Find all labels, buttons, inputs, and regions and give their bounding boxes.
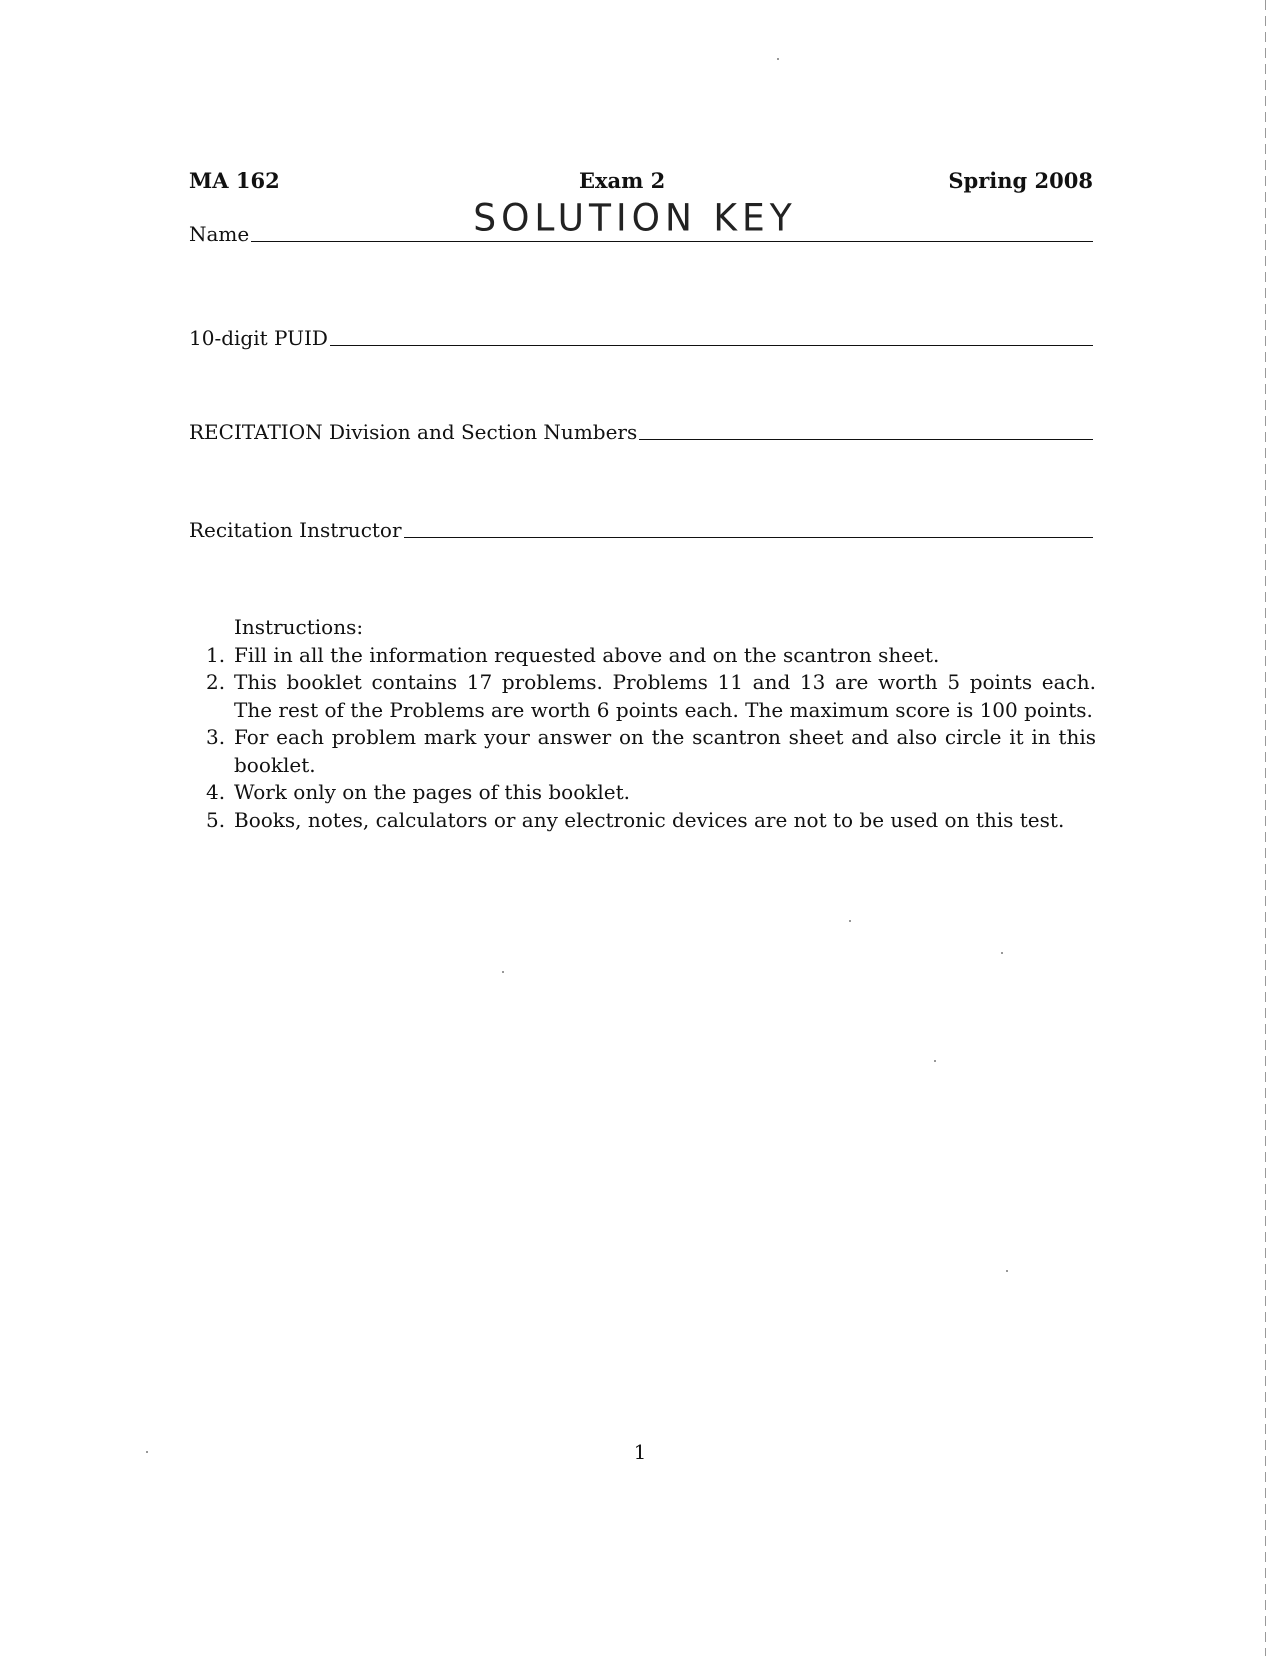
instruction-text: This booklet contains 17 problems. Problems 11 and 13 are worth 5 points each. The rest of the Problems are worth 6 points each. The maximum score is 100 points.	[234, 670, 1096, 722]
name-field	[189, 196, 1093, 246]
name-label: Name	[189, 222, 250, 246]
instruction-item	[206, 807, 1096, 835]
name-handwritten-value: SOLUTION KEY	[473, 196, 797, 241]
scan-speck	[1001, 952, 1003, 954]
instruction-item	[206, 669, 1096, 724]
instructor-field	[189, 518, 1093, 542]
puid-label: 10-digit PUID	[189, 326, 328, 350]
recitation-label: RECITATION Division and Section Numbers	[189, 420, 638, 444]
scan-speck	[502, 971, 504, 973]
puid-line	[330, 344, 1093, 346]
instruction-text: Books, notes, calculators or any electronic devices are not to be used on this test.	[234, 807, 1065, 832]
exam-header	[189, 168, 1093, 200]
scan-speck	[146, 1451, 148, 1453]
instruction-text: Fill in all the information requested above and on the scantron sheet.	[234, 642, 940, 667]
instruction-text: For each problem mark your answer on the scantron sheet and also circle it in this booklet.	[234, 725, 1096, 777]
instruction-number: 1.	[206, 642, 226, 667]
scan-speck	[849, 920, 851, 922]
instructor-line	[404, 536, 1093, 538]
instruction-item	[206, 779, 1096, 807]
instruction-item	[206, 642, 1096, 670]
scan-speck	[1006, 1270, 1008, 1272]
instruction-number: 5.	[206, 807, 226, 832]
instruction-text: Work only on the pages of this booklet.	[234, 780, 630, 804]
exam-title: Exam 2	[579, 168, 666, 193]
instruction-number: 3.	[206, 725, 226, 749]
name-line	[251, 196, 1093, 242]
scan-speck	[777, 58, 779, 60]
instructions-heading: Instructions:	[234, 615, 364, 639]
scan-edge-artifact	[1265, 0, 1266, 1656]
instructor-label: Recitation Instructor	[189, 518, 402, 542]
scan-speck	[934, 1060, 936, 1062]
course-code: MA 162	[189, 168, 280, 193]
instructions-block	[206, 614, 1096, 834]
page-number: 1	[633, 1440, 647, 1464]
instruction-number: 2.	[206, 670, 226, 694]
recitation-field	[189, 420, 1093, 444]
recitation-line	[639, 438, 1093, 440]
puid-field	[189, 326, 1093, 350]
instruction-number: 4.	[206, 780, 226, 804]
instruction-item	[206, 724, 1096, 779]
exam-term: Spring 2008	[948, 168, 1093, 193]
instructions-list	[206, 642, 1096, 835]
